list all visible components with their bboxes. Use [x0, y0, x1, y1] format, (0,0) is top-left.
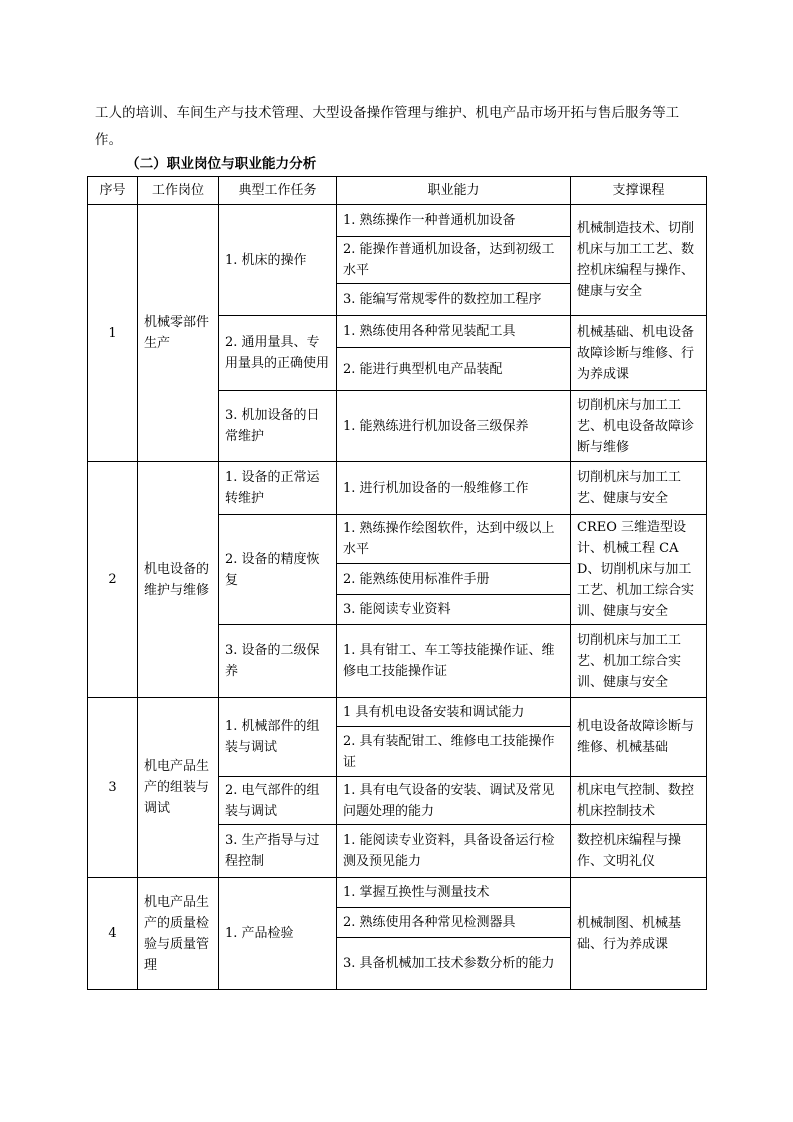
typical-task: 1. 设备的正常运转维护 — [219, 462, 337, 515]
ability-item: 3. 具备机械加工技术参数分析的能力 — [337, 938, 571, 990]
ability-item: 1. 进行机加设备的一般维修工作 — [337, 462, 571, 515]
header-course: 支撑课程 — [571, 177, 707, 205]
table-row — [88, 878, 707, 908]
support-course: 机床电气控制、数控机床控制技术 — [571, 777, 707, 825]
ability-item: 3. 能阅读专业资料 — [337, 595, 571, 625]
ability-item: 1. 熟练使用各种常见装配工具 — [337, 316, 571, 348]
ability-item: 1. 具有钳工、车工等技能操作证、维修电工技能操作证 — [337, 625, 571, 698]
work-post: 机电产品生产的组装与调试 — [138, 698, 219, 878]
table-row — [88, 698, 707, 727]
row-number: 2 — [88, 462, 138, 698]
table-header-row — [88, 177, 707, 205]
typical-task: 3. 生产指导与过程控制 — [219, 825, 337, 878]
support-course: 机械制图、机械基础、行为养成课 — [571, 878, 707, 990]
table-row — [88, 205, 707, 237]
work-post: 机电产品生产的质量检验与质量管理 — [138, 878, 219, 990]
typical-task: 2. 通用量具、专用量具的正确使用 — [219, 316, 337, 391]
ability-item: 1. 熟练操作绘图软件，达到中级以上水平 — [337, 515, 571, 564]
header-no: 序号 — [88, 177, 138, 205]
ability-item: 1. 能熟练进行机加设备三级保养 — [337, 391, 571, 462]
header-post: 工作岗位 — [138, 177, 219, 205]
work-post: 机械零部件生产 — [138, 205, 219, 462]
row-number: 4 — [88, 878, 138, 990]
ability-item: 1. 具有电气设备的安装、调试及常见问题处理的能力 — [337, 777, 571, 825]
ability-item: 2. 具有装配钳工、维修电工技能操作证 — [337, 727, 571, 777]
ability-item: 1. 熟练操作一种普通机加设备 — [337, 205, 571, 237]
ability-item: 3. 能编写常规零件的数控加工程序 — [337, 284, 571, 316]
row-number: 3 — [88, 698, 138, 878]
support-course: CREO 三维造型设计、机械工程 CAD、切削机床与加工工艺、机加工综合实训、健康与安全 — [571, 515, 707, 625]
ability-item: 1. 掌握互换性与测量技术 — [337, 878, 571, 908]
ability-item: 2. 能熟练使用标准件手册 — [337, 564, 571, 595]
typical-task: 3. 机加设备的日常维护 — [219, 391, 337, 462]
support-course: 切削机床与加工工艺、健康与安全 — [571, 462, 707, 515]
typical-task: 2. 设备的精度恢复 — [219, 515, 337, 625]
typical-task: 2. 电气部件的组装与调试 — [219, 777, 337, 825]
ability-item: 2. 能操作普通机加设备，达到初级工水平 — [337, 237, 571, 284]
intro-paragraph: 工人的培训、车间生产与技术管理、大型设备操作管理与维护、机电产品市场开拓与售后服务等工作。 — [95, 106, 680, 148]
header-ability: 职业能力 — [337, 177, 571, 205]
section-heading: （二）职业岗位与职业能力分析 — [126, 156, 317, 172]
typical-task: 3. 设备的二级保养 — [219, 625, 337, 698]
ability-item: 1 具有机电设备安装和调试能力 — [337, 698, 571, 727]
header-task: 典型工作任务 — [219, 177, 337, 205]
work-post: 机电设备的维护与维修 — [138, 462, 219, 698]
support-course: 数控机床编程与操作、文明礼仪 — [571, 825, 707, 878]
table-row — [88, 462, 707, 515]
support-course: 机械基础、机电设备故障诊断与维修、行为养成课 — [571, 316, 707, 391]
support-course: 切削机床与加工工艺、机加工综合实训、健康与安全 — [571, 625, 707, 698]
typical-task: 1. 机床的操作 — [219, 205, 337, 316]
support-course: 切削机床与加工工艺、机电设备故障诊断与维修 — [571, 391, 707, 462]
ability-item: 2. 熟练使用各种常见检测器具 — [337, 908, 571, 938]
row-number: 1 — [88, 205, 138, 462]
typical-task: 1. 产品检验 — [219, 878, 337, 990]
support-course: 机电设备故障诊断与维修、机械基础 — [571, 698, 707, 777]
ability-item: 2. 能进行典型机电产品装配 — [337, 348, 571, 391]
ability-analysis-table — [87, 176, 707, 990]
ability-item: 1. 能阅读专业资料，具备设备运行检测及预见能力 — [337, 825, 571, 878]
typical-task: 1. 机械部件的组装与调试 — [219, 698, 337, 777]
support-course: 机械制造技术、切削机床与加工工艺、数控机床编程与操作、健康与安全 — [571, 205, 707, 316]
